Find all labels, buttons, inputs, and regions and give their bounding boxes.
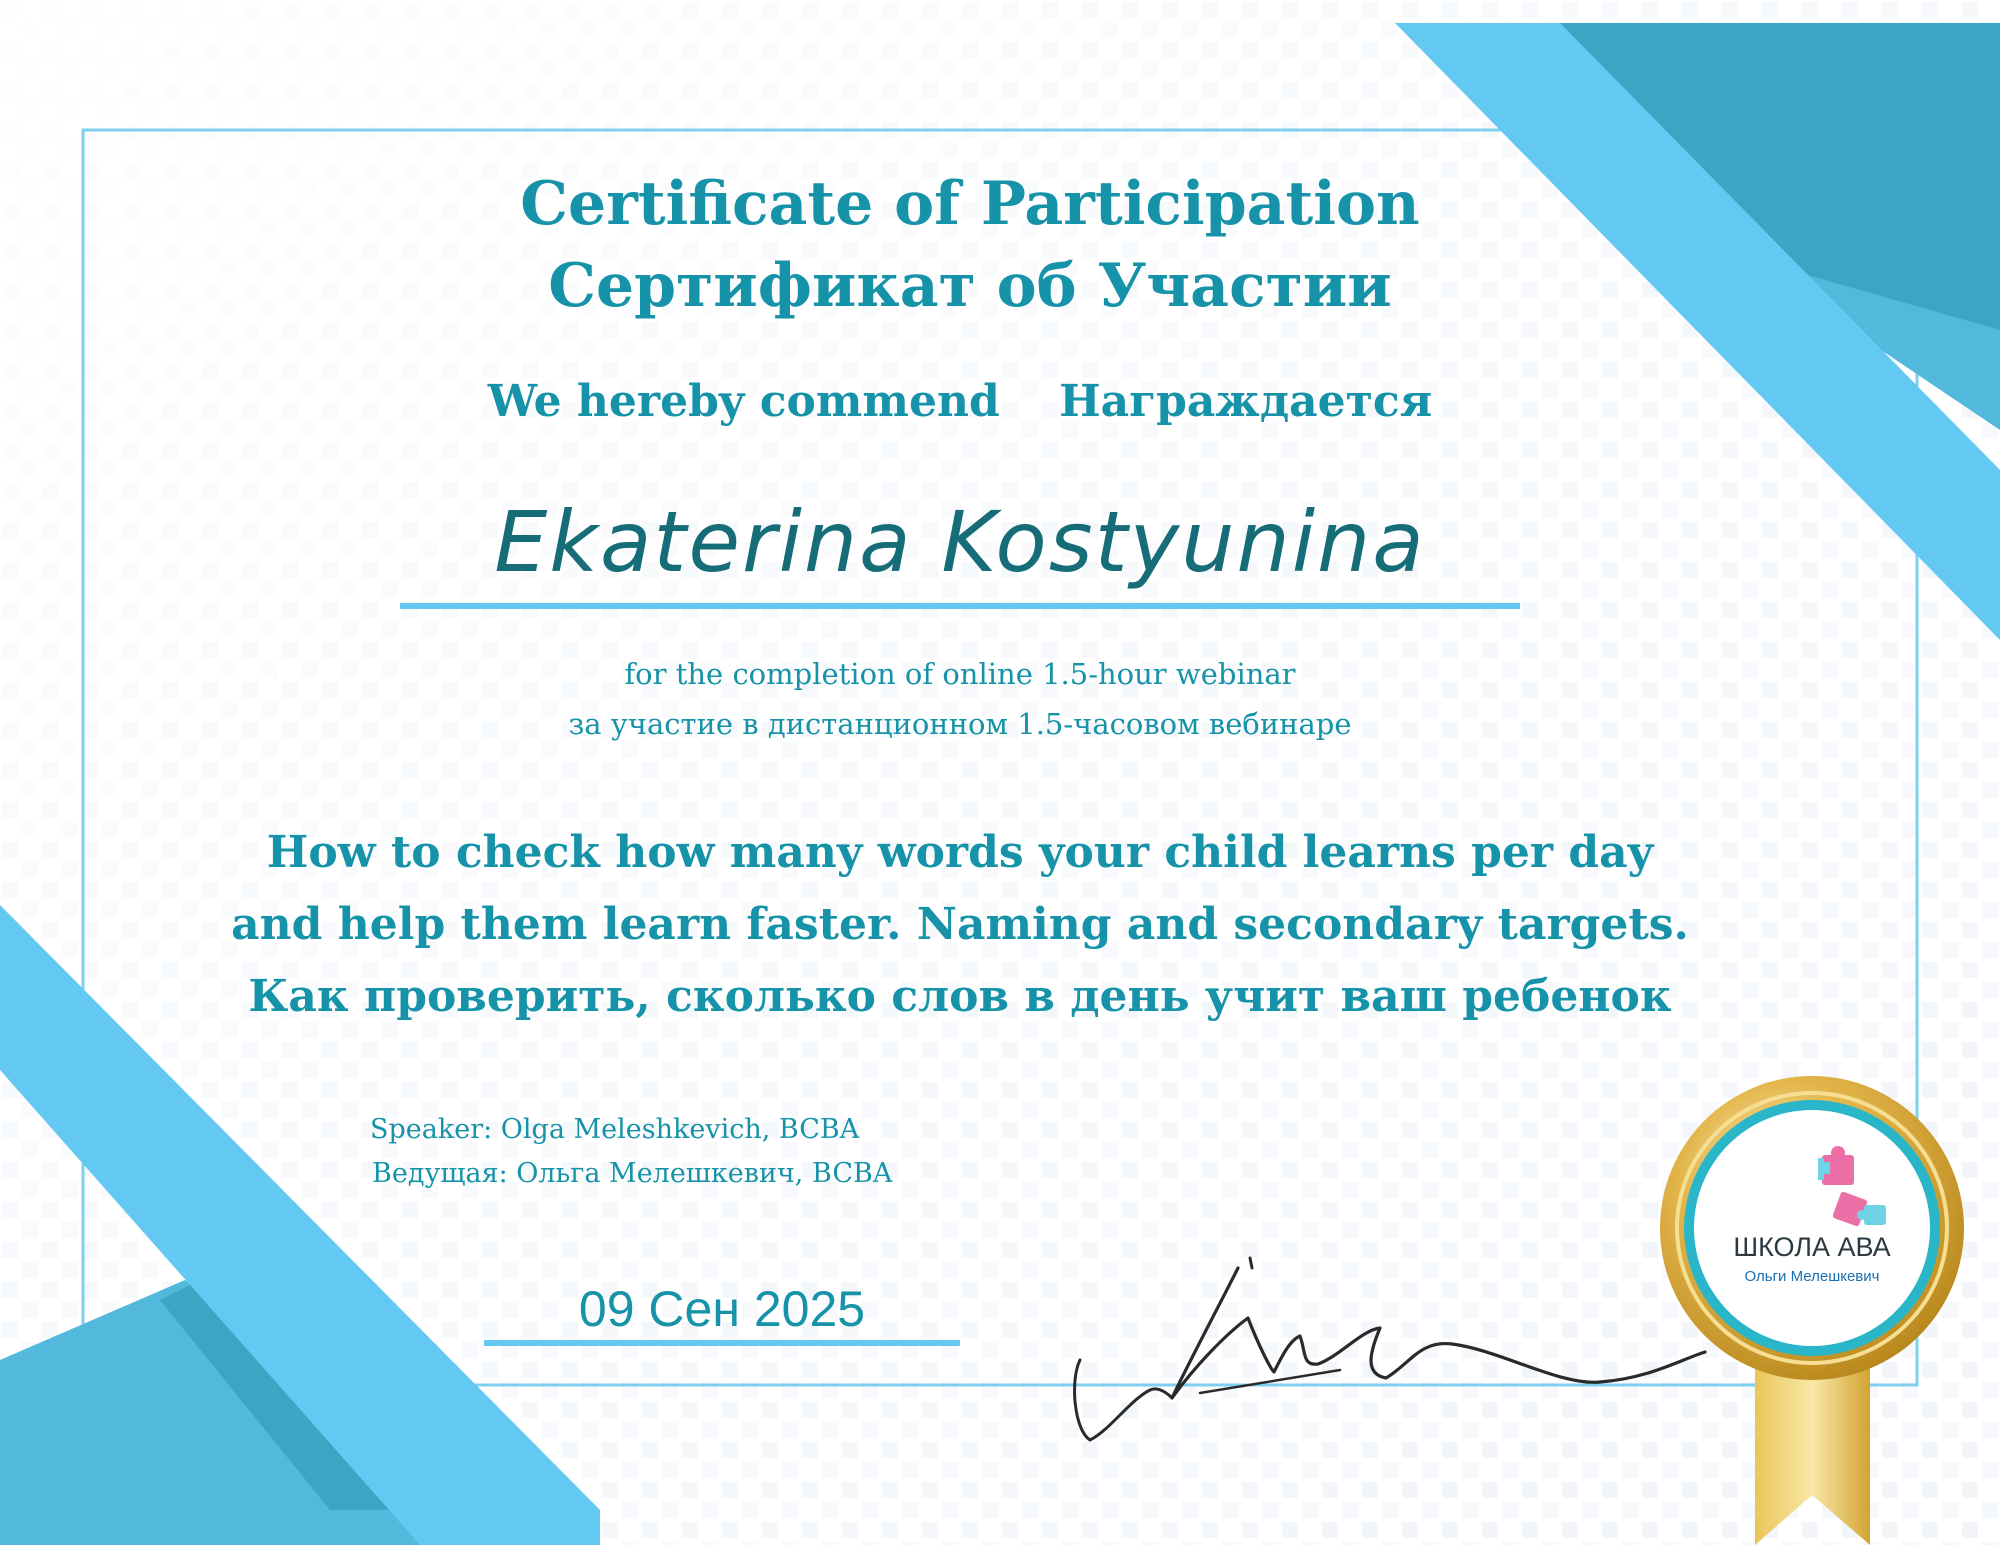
- speaker-en: Speaker: Olga Meleshkevich, BCBA: [370, 1114, 860, 1145]
- webinar-topic-line-1: How to check how many words your child learns per day: [266, 827, 1654, 878]
- completion-text-en: for the completion of online 1.5-hour webinar: [624, 657, 1296, 691]
- completion-text-ru: за участие в дистанционном 1.5-часовом вебинаре: [568, 707, 1352, 741]
- speaker-ru: Ведущая: Ольга Мелешкевич, BCBA: [372, 1158, 893, 1189]
- certificate-title-en: Certificate of Participation: [520, 169, 1420, 239]
- webinar-topic-line-3: Как проверить, сколько слов в день учит ваш ребенок: [248, 971, 1672, 1022]
- seal-school-name: ШКОЛА АВА: [1733, 1232, 1891, 1262]
- certificate-date: 09 Сен 2025: [578, 1281, 866, 1337]
- recipient-name: Ekaterina Kostyunina: [494, 493, 1426, 591]
- commend-en: We hereby commend: [487, 376, 1000, 427]
- certificate-title-ru: Сертификат об Участии: [548, 251, 1392, 321]
- commend-ru: Награждается: [1059, 376, 1433, 427]
- webinar-topic-line-2: and help them learn faster. Naming and secondary targets.: [231, 899, 1689, 950]
- seal-school-owner: Ольги Мелешкевич: [1744, 1268, 1880, 1285]
- commend-line: [0, 372, 1960, 432]
